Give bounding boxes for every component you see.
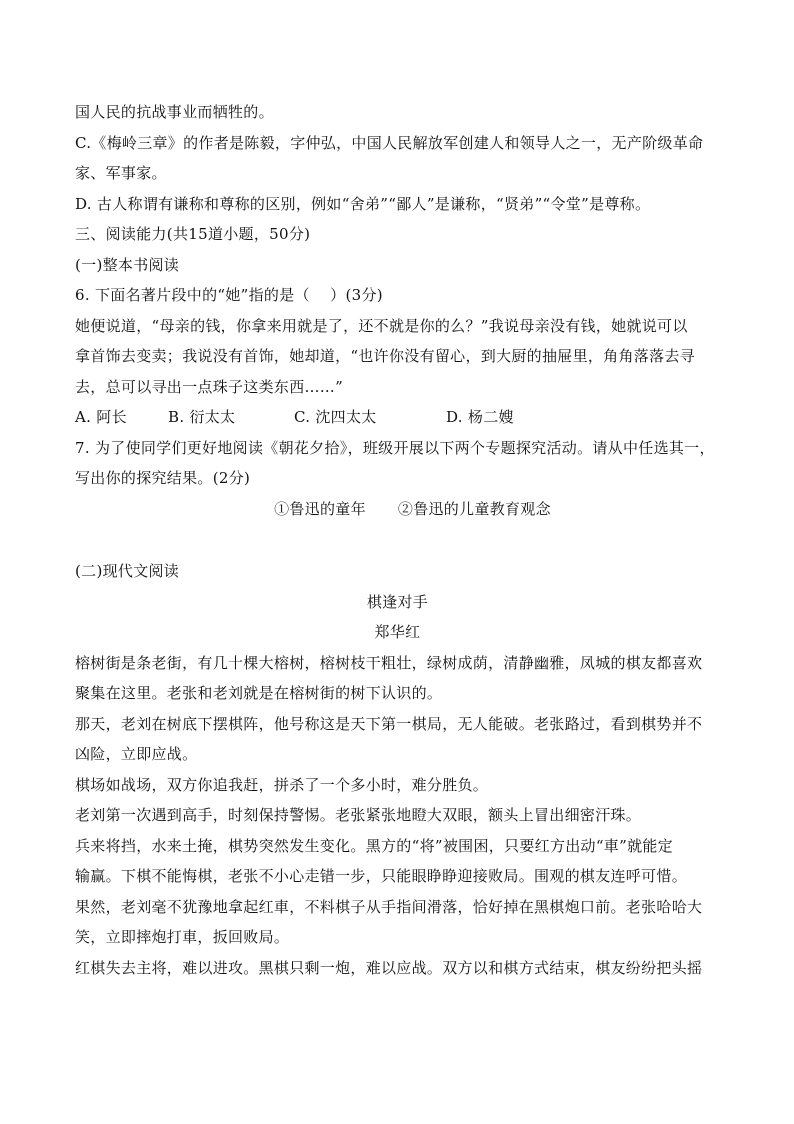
option-b-continuation: 国人民的抗战事业而牺牲的。: [75, 103, 274, 121]
article-line: 输赢。下棋不能悔棋，老张不小心走错一步，只能眼睁睁迎接败局。围观的棋友连呼可惜。: [75, 867, 688, 885]
question-7-topics: [75, 494, 720, 525]
article-line: 兵来将挡，水来土掩，棋势突然发生变化。黑方的“将”被围困，只要红方出动“車”就能定: [75, 836, 673, 855]
question-7-stem-line-2: 写出你的探究结果。(2分): [75, 469, 251, 487]
article-author: 郑华红: [374, 623, 421, 641]
article-title: 棋逢对手: [366, 592, 429, 611]
option-d: D. 杨二嫂: [446, 408, 514, 426]
exam-page: [75, 97, 720, 983]
article-line: 凶险，立即应战。: [75, 745, 198, 763]
topic-2: ②鲁迅的儿童教育观念: [397, 499, 551, 518]
article-line: 笑，立即摔炮打車，扳回败局。: [75, 928, 290, 946]
article-line: 老刘第一次遇到高手，时刻保持警惕。老张紧张地瞪大双眼，额头上冒出细密汗珠。: [75, 806, 642, 824]
part2-heading: (二)现代文阅读: [75, 562, 180, 580]
question-6-options: [75, 402, 720, 433]
topic-1: ①鲁迅的童年: [274, 499, 366, 518]
option-c-line-1: C.《梅岭三章》的作者是陈毅，字仲弘，中国人民解放军创建人和领导人之一，无产阶级革命: [75, 133, 704, 152]
option-b: B. 衍太太: [168, 408, 236, 426]
section-heading: 三、阅读能力(共15道小题，50分): [75, 225, 311, 243]
answer-space: [75, 524, 720, 556]
article-body: [75, 648, 720, 984]
question-6-passage-line: 拿首饰去变卖；我说没有首饰，她却道，“也许你没有留心，到大厨的抽屉里，角角落落去寻: [75, 347, 695, 365]
article-line: 红棋失去主将，难以进攻。黑棋只剩一炮，难以应战。双方以和棋方式结束，棋友纷纷把头摇: [75, 958, 703, 977]
option-c-line-2: 家、军事家。: [75, 164, 167, 182]
question-6-passage-line: 她便说道，“母亲的钱，你拿来用就是了，还不就是你的么？”我说母亲没有钱，她就说可以: [75, 316, 688, 335]
article-line: 棋场如战场，双方你追我赶，拼杀了一个多小时，难分胜负。: [75, 775, 489, 794]
article-line: 聚集在这里。老张和老刘就是在榕树街的树下认识的。: [75, 684, 443, 702]
option-d-line: D. 古人称谓有谦称和尊称的区别，例如“舍弟”“鄙人”是谦称，“贤弟”“令堂”是尊称。: [75, 194, 651, 213]
question-7-stem-line-1: 7. 为了使同学们更好地阅读《朝花夕拾》，班级开展以下两个专题探究活动。请从中任选其一，: [75, 438, 715, 457]
question-6-passage-line: 去，总可以寻出一点珠子这类东西……”: [75, 377, 344, 396]
option-c: C. 沈四太太: [294, 408, 377, 426]
option-a: A. 阿长: [75, 408, 127, 426]
article-line: 那天，老刘在树底下摆棋阵，他号称这是天下第一棋局，无人能破。老张路过，看到棋势并不: [75, 714, 703, 733]
question-6-stem: 6. 下面名著片段中的“她”指的是（ ）(3分): [75, 286, 383, 304]
article-line: 榕树街是条老街，有几十棵大榕树，榕树枝干粗壮，绿树成荫，清静幽雅，凤城的棋友都喜欢: [75, 653, 703, 672]
part1-heading: (一)整本书阅读: [75, 255, 180, 274]
article-line: 果然，老刘毫不犹豫地拿起红車，不料棋子从手指间滑落，恰好掉在黑棋炮口前。老张哈哈大: [75, 897, 703, 916]
